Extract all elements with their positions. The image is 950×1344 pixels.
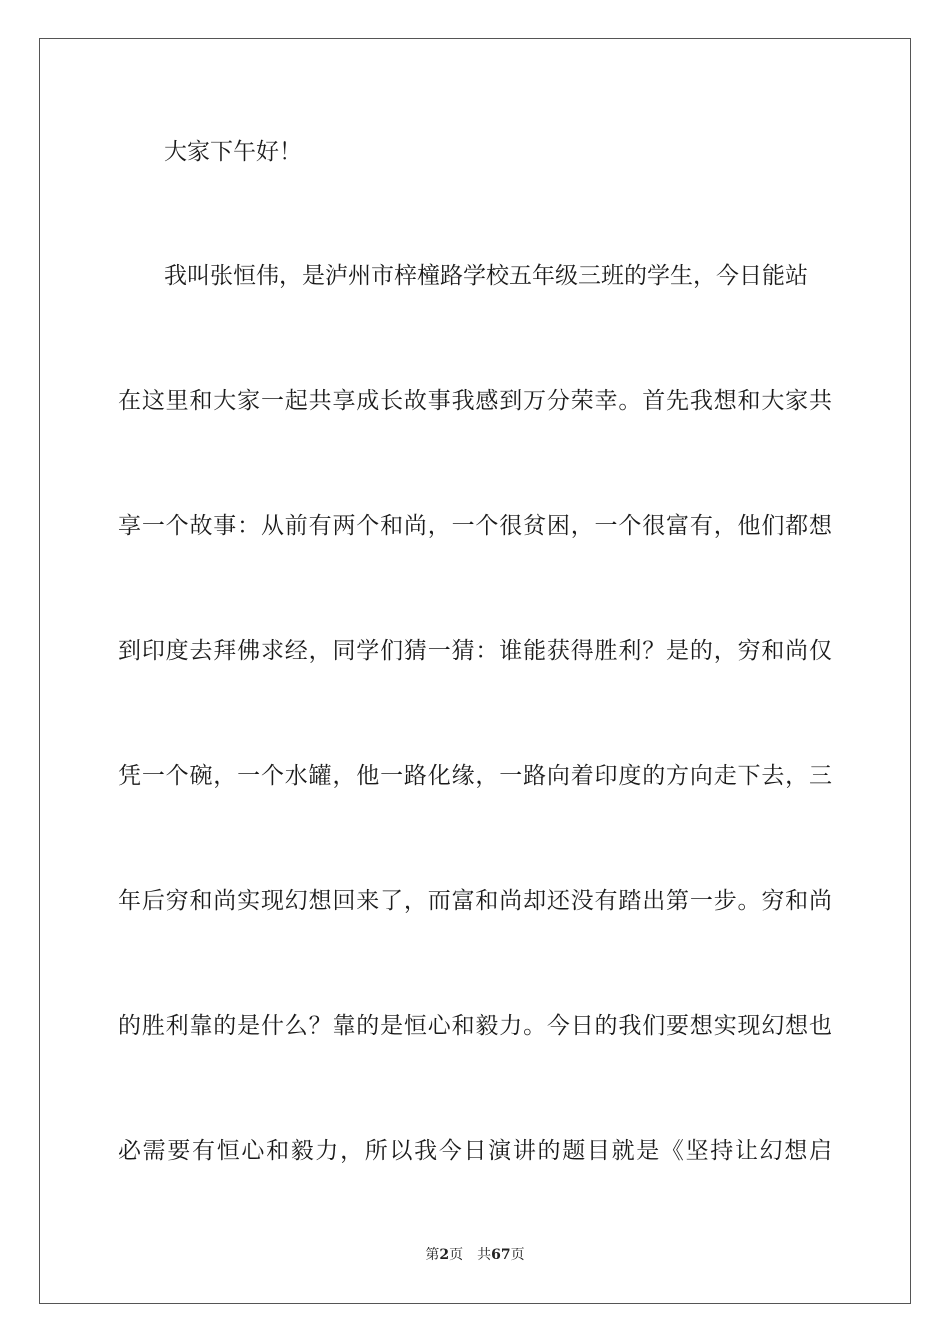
page-border <box>39 38 911 1304</box>
total-prefix: 共 <box>477 1247 492 1263</box>
paragraph-line-7: 的胜利靠的是什么？靠的是恒心和毅力。今日的我们要想实现幻想也 <box>118 1013 832 1039</box>
paragraph-line-4: 到印度去拜佛求经，同学们猜一猜：谁能获得胜利？是的，穷和尚仅 <box>118 638 832 664</box>
page-number: 2 <box>439 1247 450 1263</box>
paragraph-line-6: 年后穷和尚实现幻想回来了，而富和尚却还没有踏出第一步。穷和尚 <box>118 888 832 914</box>
paragraph-line-3: 享一个故事：从前有两个和尚，一个很贫困，一个很富有，他们都想 <box>118 513 832 539</box>
page-prefix: 第 <box>425 1247 440 1263</box>
paragraph-line-5: 凭一个碗，一个水罐，他一路化缘，一路向着印度的方向走下去，三 <box>118 763 832 789</box>
paragraph-line-1: 我叫张恒伟，是泸州市梓橦路学校五年级三班的学生，今日能站 <box>164 263 808 289</box>
page-footer <box>0 1246 950 1264</box>
total-suffix: 页 <box>510 1247 525 1263</box>
total-pages: 67 <box>491 1247 511 1263</box>
paragraph-line-8: 必需要有恒心和毅力，所以我今日演讲的题目就是《坚持让幻想启 <box>118 1138 832 1164</box>
greeting-line: 大家下午好！ <box>164 139 302 165</box>
page-suffix: 页 <box>449 1247 464 1263</box>
paragraph-line-2: 在这里和大家一起共享成长故事我感到万分荣幸。首先我想和大家共 <box>118 388 832 414</box>
